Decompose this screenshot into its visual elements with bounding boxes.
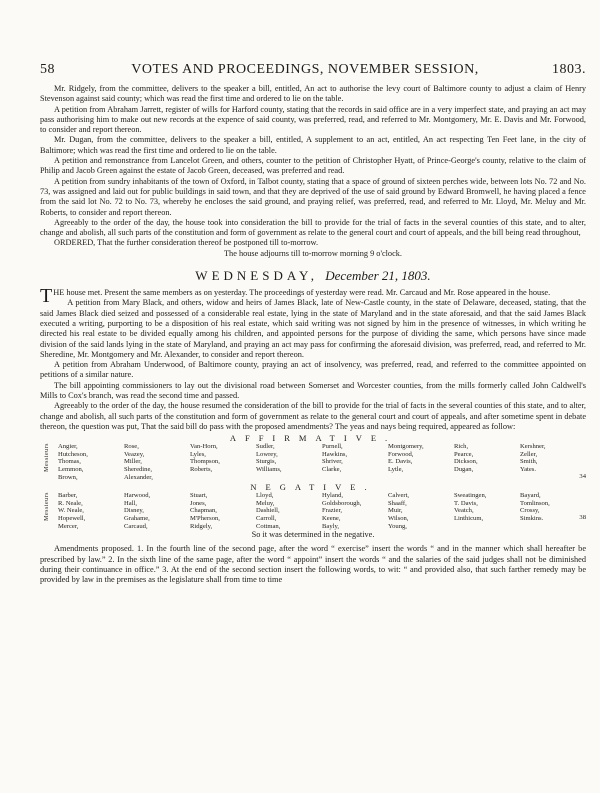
vote-column [256, 443, 322, 481]
member-name: Sheredine, [124, 465, 153, 473]
vote-column [190, 492, 256, 530]
vote-column [322, 492, 388, 530]
member-name: Harwood, [124, 492, 151, 500]
negative-side-label: Messieurs [44, 492, 50, 522]
member-name: Stuart, [190, 492, 208, 500]
member-name: Carcaud, [124, 522, 148, 530]
member-name: Keene, [322, 514, 341, 522]
member-name: Cottman, [256, 522, 281, 530]
paragraph: Agreeably to the order of the day, the house resumed the consideration of the bill to provide for the trial of facts in the several counties of this state, and to alter, change and abolish, all such parts of the constitution and form of government as relate to the general court and court of appeals, and after sometime spent in debate thereon, the question was put, That the said bill do pass with the proposed amendments? The yeas and nays being required, appeared as follow: [40, 401, 586, 431]
negative-heading: NEGATIVE. [250, 482, 376, 493]
opening-paragraph [40, 285, 586, 308]
member-name: Dugan, [454, 465, 474, 473]
member-name: Van-Horn, [190, 443, 218, 451]
member-name: Sudler, [256, 443, 275, 451]
paragraph: A petition and remonstrance from Lancelot Green, and others, counter to the petition of Christopher Hyatt, of Prince-George's county, relative to the claim of Philip and Jacob Green against the estate of Jacob Green, deceased, was preferred and read. [40, 156, 586, 176]
paragraph: Mr. Dugan, from the committee, delivers to the speaker a bill, entitled, A supplement to an act, entitled, An act respecting Ten Feet lane, in the city of Baltimore; which was read the first time and ordered to lie on the table. [40, 135, 586, 155]
member-name: Simkins. [520, 514, 544, 522]
member-name: Veatch, [454, 507, 474, 515]
member-name: Kershner, [520, 443, 546, 451]
member-name: Alexander, [124, 473, 153, 481]
member-name: Linthicum, [454, 514, 484, 522]
member-name: Calvert, [388, 492, 410, 500]
member-name: R. Neale, [58, 499, 83, 507]
running-year: 1803. [552, 62, 586, 77]
member-name: Yates. [520, 465, 537, 473]
member-name: Thompson, [190, 458, 220, 466]
member-name: Goldsborough, [322, 499, 362, 507]
member-name: Wilson, [388, 514, 409, 522]
member-name: Rich, [454, 443, 469, 451]
member-name: Williams, [256, 465, 282, 473]
member-name: Hutcheson, [58, 450, 88, 458]
running-title: VOTES AND PROCEEDINGS, NOVEMBER SESSION, [131, 62, 479, 77]
member-name: Zeller, [520, 450, 538, 458]
vote-column [520, 443, 586, 481]
document-page [40, 62, 586, 586]
member-name: Carroll, [256, 514, 277, 522]
member-name: Smith, [520, 458, 538, 466]
page-number: 58 [40, 62, 55, 77]
vote-column [520, 492, 586, 530]
adjournment-line: The house adjourns till to-morrow morning 9 o'clock. [223, 248, 402, 258]
member-name: Brown, [58, 473, 78, 481]
opening-text: HE house met. Present the same members as on yesterday. The proceedings of yesterday were read. Mr. Carcaud and Mr. Rose appeared in the house. [53, 288, 551, 298]
vote-column [454, 492, 520, 530]
vote-column [124, 492, 190, 530]
member-name: Montgomery, [388, 443, 424, 451]
member-name: Lloyd, [256, 492, 274, 500]
member-name: Bayard, [520, 492, 541, 500]
day-heading [40, 268, 586, 283]
vote-column [388, 492, 454, 530]
member-name: Ridgely, [190, 522, 213, 530]
member-name: Dashiell, [256, 507, 280, 515]
member-name: Angier, [58, 443, 78, 451]
member-name: Disney, [124, 507, 144, 515]
member-name: Jones, [190, 499, 207, 507]
vote-column [388, 443, 454, 481]
member-name: Frazier, [322, 507, 343, 515]
member-name: Dickson, [454, 458, 478, 466]
member-name: Lytle, [388, 465, 404, 473]
member-name: Hall, [124, 499, 138, 507]
member-name: Forwood, [388, 450, 414, 458]
paragraph: A petition from Abraham Underwood, of Baltimore county, praying an act of insolvency, was preferred, read, and referred to the committee appointed on petitions of a similar nature. [40, 360, 586, 380]
member-name: M'Pherson, [190, 514, 220, 522]
vote-column [58, 492, 124, 530]
affirmative-names [58, 443, 586, 481]
vote-result: So it was determined in the negative. [251, 530, 375, 540]
member-name: Roberts, [190, 465, 213, 473]
negative-count: 38 [579, 514, 586, 522]
day-name: WEDNESDAY, [195, 268, 319, 284]
member-name: Mercer, [58, 522, 79, 530]
vote-column [322, 443, 388, 481]
paragraph: A petition from Mary Black, and others, widow and heirs of James Black, late of New-Castle county, in the state of Delaware, deceased, stating, that the said James Black died seized and possessed of a considerable real estate, lying in the state of Maryland and in the state aforesaid, and that the said James Black executed a writing, purporting to be a disposition of his real estate, which said writing was not signed by him in the presence of witnesses, in which writing he directed his real estate to be divided equally among his children, and appointed persons for the purpose of dividing the same, which persons have since made division of the said lands lying in the state of Maryland, and praying an act may pass for confirming the aforesaid division, was preferred, read, and referred to Mr. Sheredine, Mr. Montgomery and Mr. Alexander, to consider and report thereon. [40, 298, 586, 359]
member-name: T. Davis, [454, 499, 478, 507]
paragraph: A petition from Abraham Jarrett, register of wills for Harford county, stating that the records in said office are in a very imperfect state, and praying an act may pass authorising him to make out new records at the expence of said county, was preferred, read, and referred to Mr. Montgomery, Mr. E. Davis and Mr. Forwood, to consider and report thereon. [40, 104, 586, 135]
member-name: Tomlinson, [520, 499, 550, 507]
order-paragraph: ORDERED, That the further consideration thereof be postponed till to-morrow. [54, 238, 319, 248]
member-name: Grahame, [124, 514, 150, 522]
member-name: Lemmon, [58, 465, 84, 473]
member-name: Lyles, [190, 450, 206, 458]
member-name: Chapman, [190, 507, 217, 515]
affirmative-heading: AFFIRMATIVE. [229, 433, 397, 444]
paragraph: A petition from sundry inhabitants of the town of Oxford, in Talbot county, stating that a space of ground of sixteen perches wide, between lots No. 72 and No. 73, was assigned and laid out for public buildings in said town, and that they are deprived of the use of said ground by Edward Bromwell, he having placed a fence from the said lot No. 72 to No. 73, whereby he encloses the said ground, and praying relief, was preferred, read, and referred to Mr. Lloyd, Mr. Meluy and Mr. Roberts, to consider and report thereon. [40, 176, 586, 217]
member-name: Barber, [58, 492, 78, 500]
member-name: Pearce, [454, 450, 474, 458]
member-name: W. Neale, [58, 507, 84, 515]
member-name: Sweatingen, [454, 492, 487, 500]
member-name: Crossy, [520, 507, 540, 515]
amendments-paragraph: Amendments proposed. 1. In the fourth line of the second page, after the word “ exercise” insert the words “ and in the manner which shall hereafter be prescribed by law.” 2. In the sixth line of the same page, after the word “ appoint” insert the words “ and the salaries of the said judges shall not be diminished during their continuance in office.” 3. At the end of the second section insert the following words, to wit: “ and provided also, that such farther remedy may be provided by law in the premises as the legislature shall from time to time [40, 544, 586, 585]
paragraph: The bill appointing commissioners to lay out the divisional road between Somerset and Worcester counties, from the mills formerly called John Caldwell's Mills to Cox's branch, was read the second time and passed. [40, 380, 586, 401]
member-name: Rose, [124, 443, 139, 451]
affirmative-count: 34 [579, 473, 586, 481]
member-name: Sturgis, [256, 458, 277, 466]
member-name: Hopewell, [58, 514, 86, 522]
day-date: December 21, 1803. [325, 268, 431, 284]
member-name: Hawkins, [322, 450, 348, 458]
member-name: Thomas, [58, 458, 81, 466]
member-name: Veazey, [124, 450, 145, 458]
vote-column [58, 443, 124, 481]
member-name: Purnell, [322, 443, 343, 451]
paragraph: Mr. Ridgely, from the committee, delivers to the speaker a bill, entitled, An act to authorise the levy court of Baltimore county to adjust a claim of Henry Stevenson against said county; which was read the first time and ordered to lie on the table. [40, 84, 586, 104]
vote-column [256, 492, 322, 530]
affirmative-votes [40, 443, 586, 481]
vote-column [454, 443, 520, 481]
negative-names [58, 492, 586, 530]
negative-votes [40, 492, 586, 530]
member-name: Young, [388, 522, 407, 530]
member-name: Shaaff, [388, 499, 407, 507]
member-name: E. Davis, [388, 458, 413, 466]
member-name: Muir, [388, 507, 403, 515]
member-name: Clarke, [322, 465, 342, 473]
member-name: Bayly, [322, 522, 339, 530]
member-name: Hyland, [322, 492, 344, 500]
paragraph: Agreeably to the order of the day, the house took into consideration the bill to provide for the trial of facts in the several counties of this state, and to alter, change and abolish, all such parts of the constitution and form of government as relate to the general court and court of appeals, and the bill being read throughout, [40, 217, 586, 238]
vote-column [124, 443, 190, 481]
affirmative-side-label: Messieurs [44, 443, 50, 473]
drop-cap: T [40, 285, 53, 308]
vote-column [190, 443, 256, 481]
member-name: Meluy, [256, 499, 275, 507]
page-header [40, 62, 586, 84]
member-name: Miller, [124, 458, 142, 466]
member-name: Shriver, [322, 458, 343, 466]
member-name: Lowrey, [256, 450, 278, 458]
